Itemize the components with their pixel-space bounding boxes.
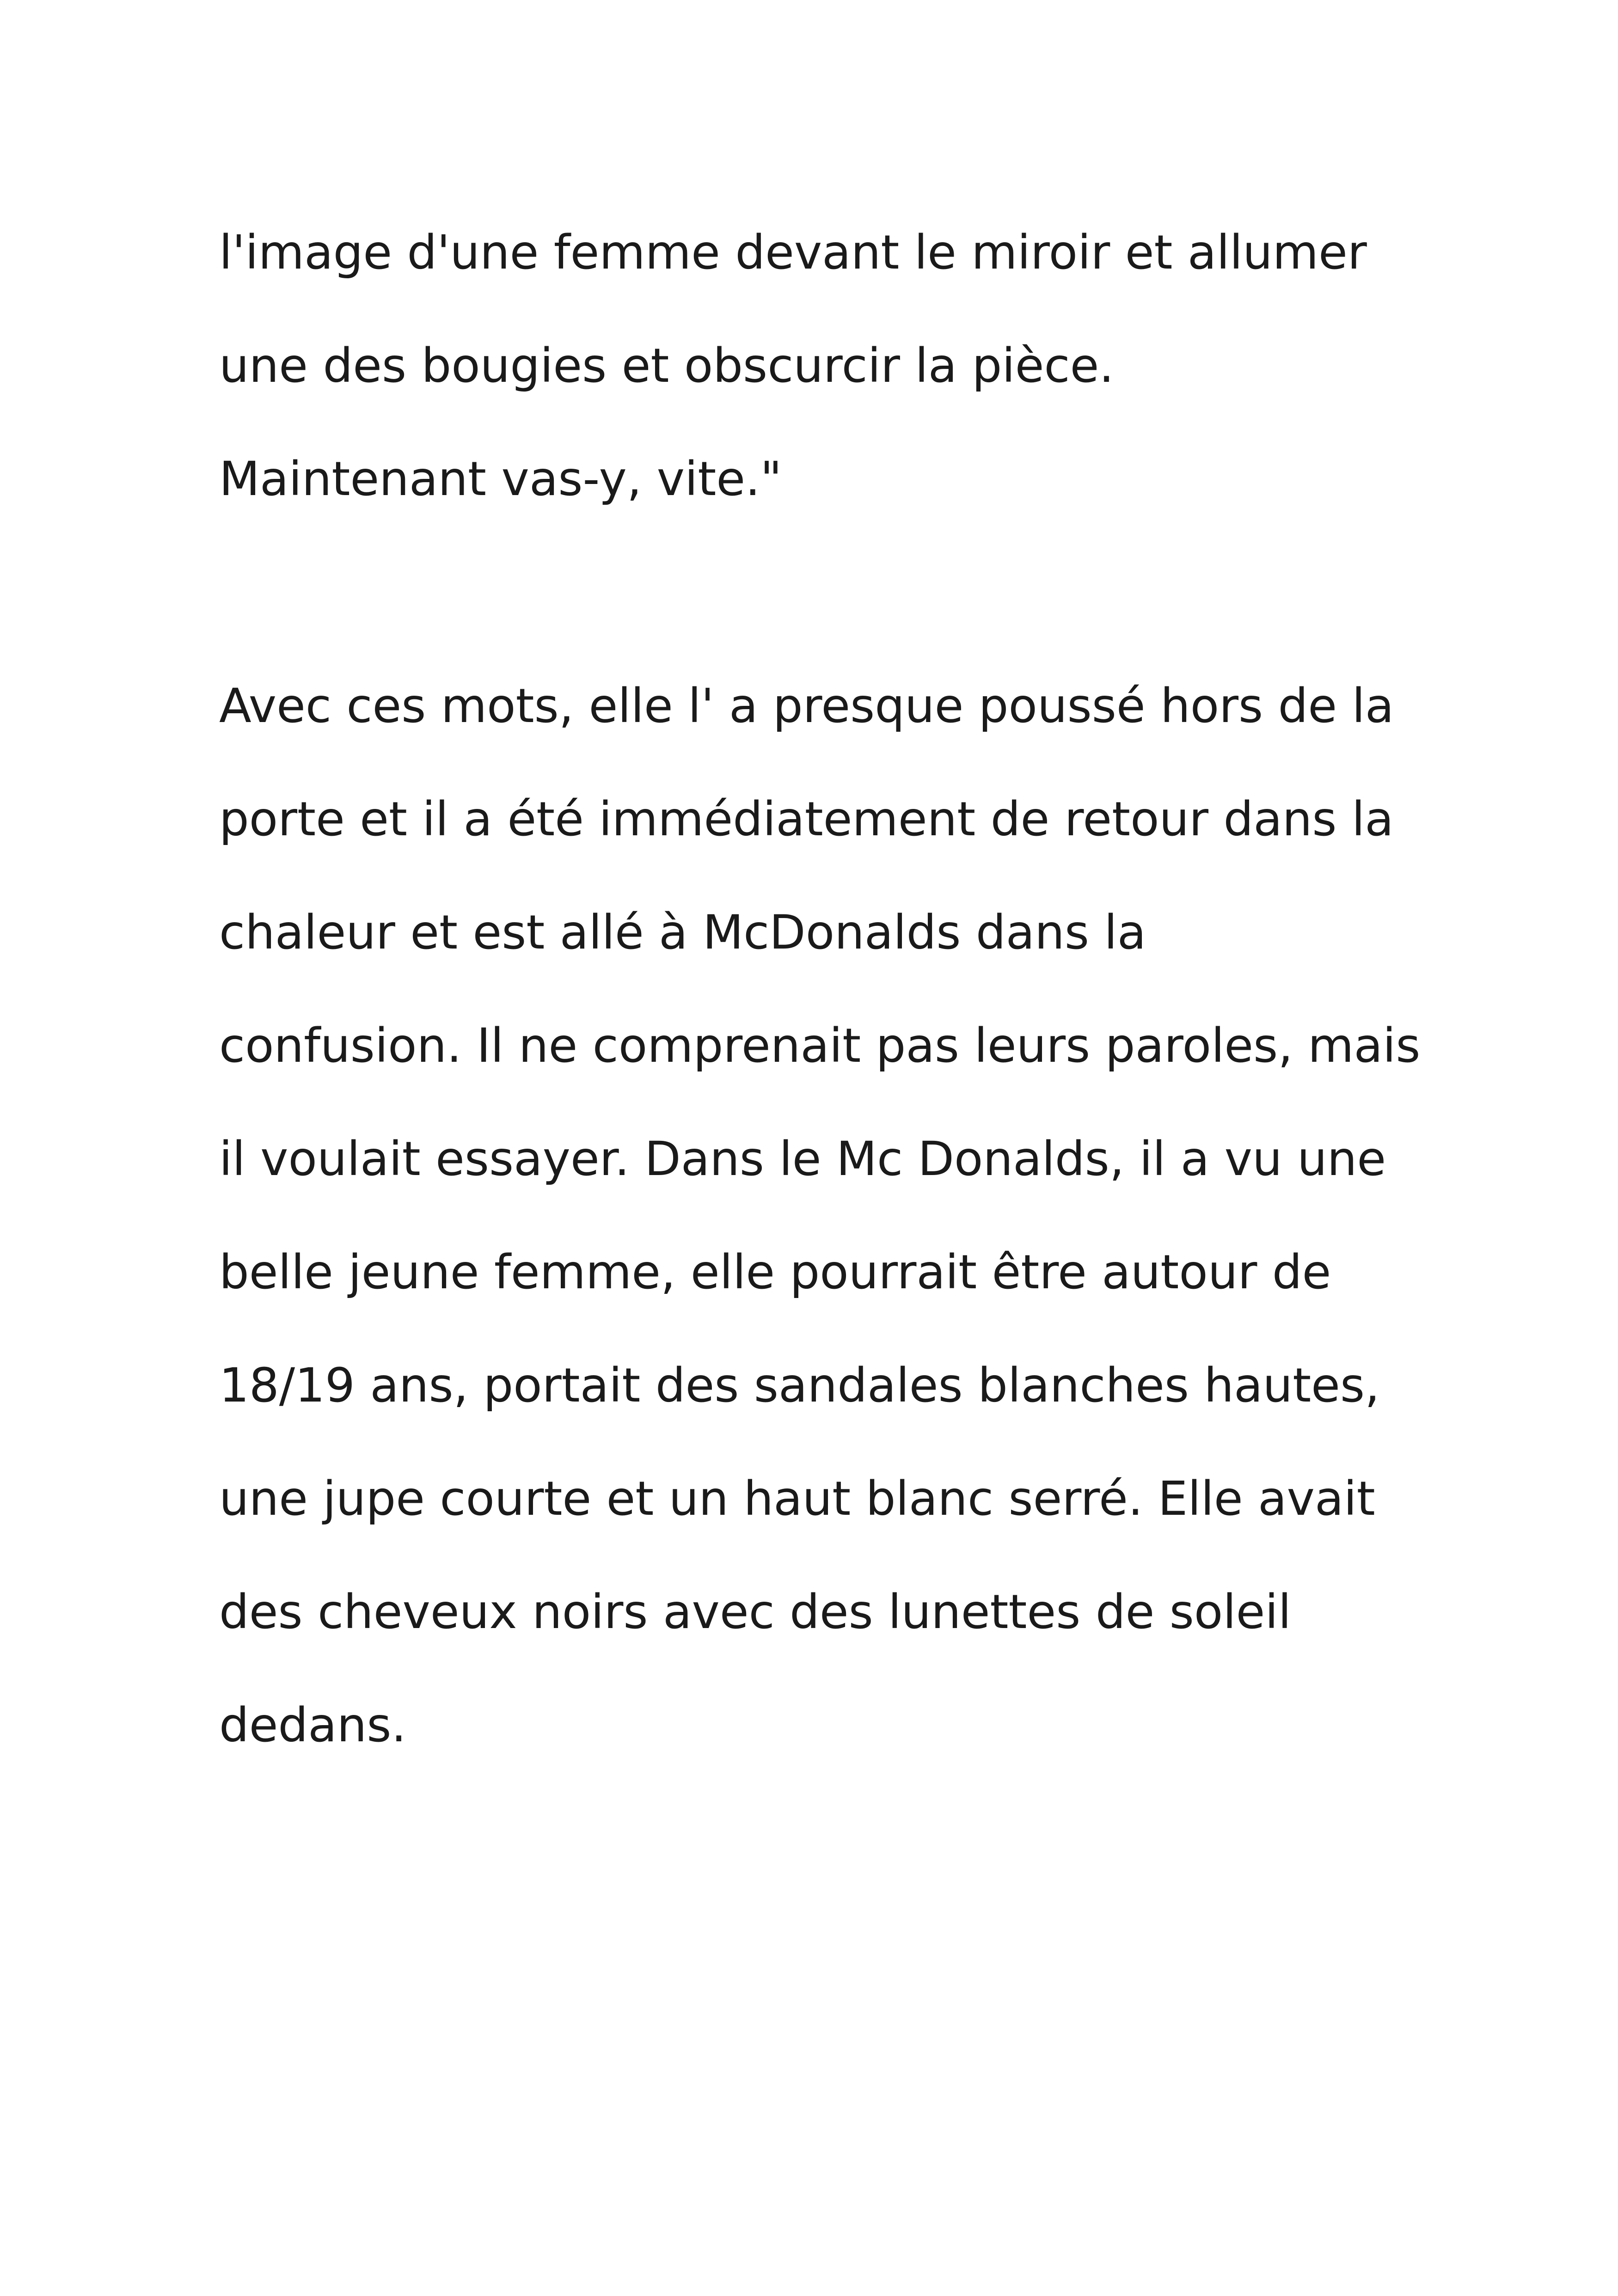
paragraph-1: [219, 196, 1467, 536]
paragraph-2: [219, 649, 1467, 1782]
text-line: une des bougies et obscurcir la pièce.: [219, 338, 1114, 393]
text-line: l'image d'une femme devant le miroir et allumer: [219, 225, 1367, 280]
text-line: Avec ces mots, elle l' a presque poussé hors de la: [219, 679, 1394, 734]
text-line: 18/19 ans, portait des sandales blanches hautes,: [219, 1358, 1380, 1413]
text-line: porte et il a été immédiatement de retour dans la: [219, 792, 1394, 847]
text-line: des cheveux noirs avec des lunettes de soleil: [219, 1585, 1292, 1640]
text-line: dedans.: [219, 1698, 406, 1753]
text-line: confusion. Il ne comprenait pas leurs paroles, mais: [219, 1018, 1421, 1073]
text-line: belle jeune femme, elle pourrait être autour de: [219, 1245, 1331, 1300]
text-line: il voulait essayer. Dans le Mc Donalds, il a vu une: [219, 1132, 1386, 1187]
text-line: une jupe courte et un haut blanc serré. Elle avait: [219, 1471, 1375, 1526]
text-line: Maintenant vas-y, vite.": [219, 452, 782, 507]
text-line: chaleur et est allé à McDonalds dans la: [219, 905, 1146, 960]
